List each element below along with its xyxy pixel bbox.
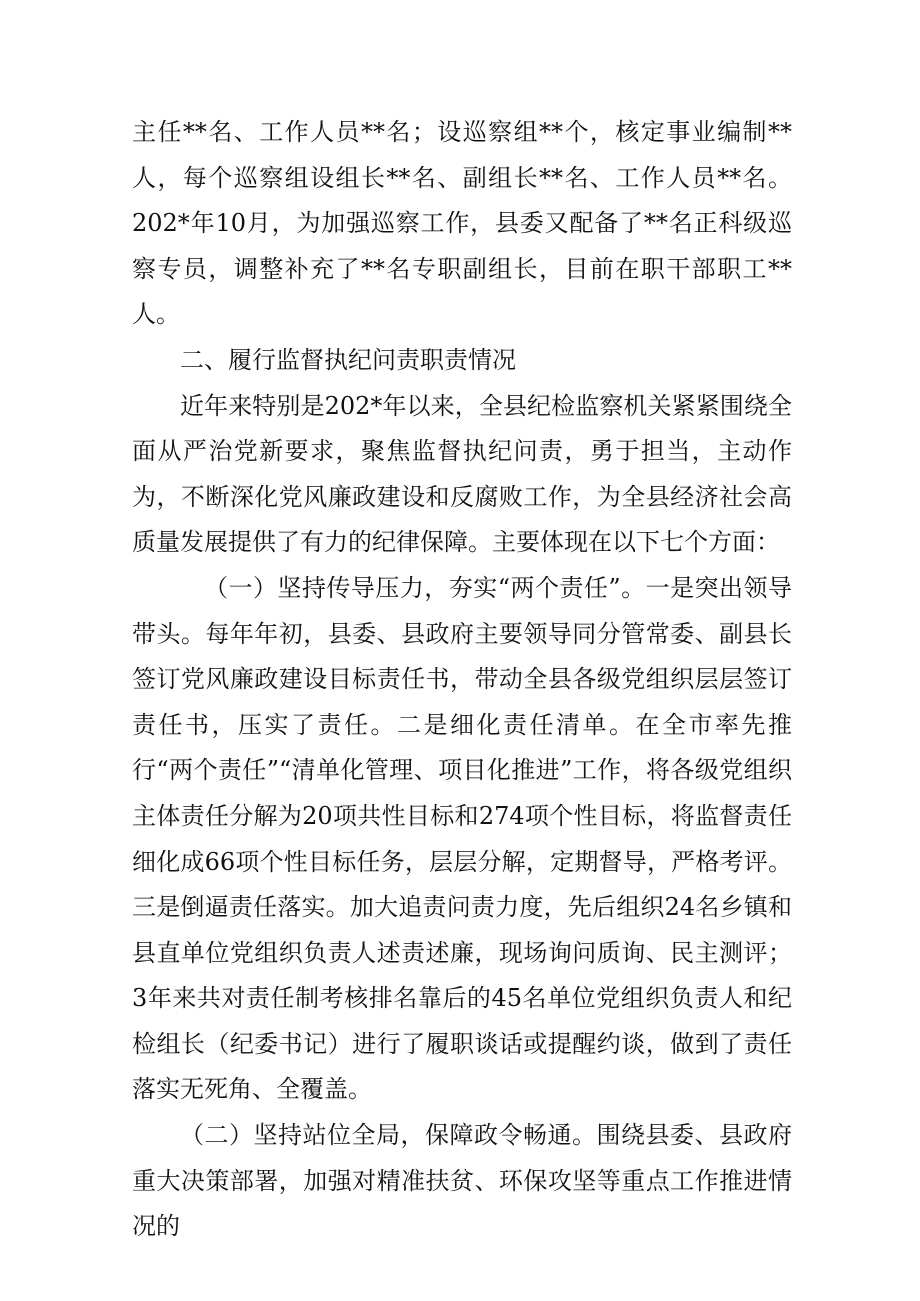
paragraph-item-two-policy: （二）坚持站位全局，保障政令畅通。围绕县委、县政府重大决策部署，加强对精准扶贫、环保攻坚等重点工作推进情况的 [132,1121,792,1241]
section-heading-supervision-duties: 二、履行监督执纪问责职责情况 [180,345,516,374]
document-page [132,110,792,1250]
paragraph-overview: 近年来特别是202*年以来，全县纪检监察机关紧紧围绕全面从严治党新要求，聚焦监督执纪问责，勇于担当，主动作为，不断深化党风廉政建设和反腐败工作，为全县经济社会高质量发展提供了有力的纪律保障。主要体现在以下七个方面： [132,391,792,557]
paragraph-item-one-responsibility: （一）坚持传导压力，夯实“两个责任”。一是突出领导带头。每年年初，县委、县政府主要领导同分管常委、副县长签订党风廉政建设目标责任书，带动全县各级党组织层层签订责任书，压实了责任。二是细化责任清单。在全市率先推行“两个责任”“清单化管理、项目化推进”工作，将各级党组织主体责任分解为20项共性目标和274项个性目标，将监督责任细化成66项个性目标任务，层层分解，定期督导，严格考评。三是倒逼责任落实。加大追责问责力度，先后组织24名乡镇和县直单位党组织负责人述责述廉，现场询问质询、民主测评；3年来共对责任制考核排名靠后的45名单位党组织负责人和纪检组长（纪委书记）进行了履职谈话或提醒约谈，做到了责任落实无死角、全覆盖。 [132,573,792,1104]
paragraph-staffing-continuation: 主任**名、工作人员**名；设巡察组**个，核定事业编制**人，每个巡察组设组长**名、副组长**名、工作人员**名。202*年10月，为加强巡察工作，县委又配备了**名正科级巡察专员，调整补充了**名专职副组长，目前在职干部职工**人。 [132,118,792,329]
